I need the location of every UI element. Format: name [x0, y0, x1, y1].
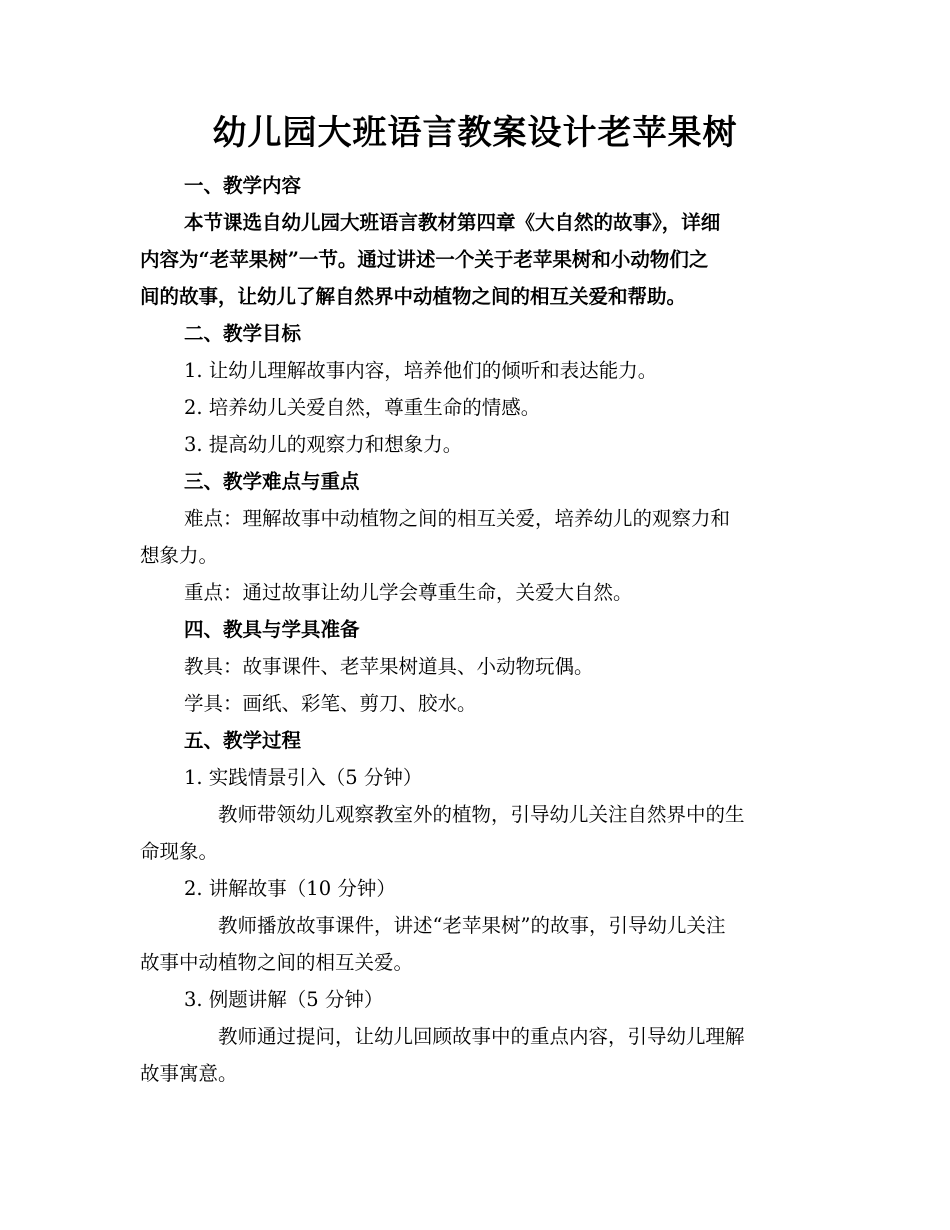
section-heading-goals: 二、教学目标 [184, 322, 302, 345]
goal-item: 1. 让幼儿理解故事内容，培养他们的倾听和表达能力。 [184, 359, 658, 382]
content-paragraph-line-3: 间的故事，让幼儿了解自然界中动植物之间的相互关爱和帮助。 [140, 285, 687, 308]
content-paragraph-line-2: 内容为“老苹果树”一节。通过讲述一个关于老苹果树和小动物们之 [140, 248, 709, 271]
student-materials-line: 学具：画纸、彩笔、剪刀、胶水。 [184, 692, 477, 715]
teacher-materials-line: 教具：故事课件、老苹果树道具、小动物玩偶。 [184, 655, 594, 678]
process-step-text-line-1: 教师播放故事课件，讲述“老苹果树”的故事，引导幼儿关注 [218, 914, 726, 937]
difficulty-line-1: 难点：理解故事中动植物之间的相互关爱，培养幼儿的观察力和 [184, 507, 731, 530]
content-paragraph-line-1: 本节课选自幼儿园大班语言教材第四章《大自然的故事》，详细 [184, 211, 721, 234]
process-step-title: 3. 例题讲解（5 分钟） [184, 988, 384, 1011]
process-step-title: 2. 讲解故事（10 分钟） [184, 877, 396, 900]
difficulty-line-2: 想象力。 [140, 544, 219, 567]
key-point-line: 重点：通过故事让幼儿学会尊重生命，关爱大自然。 [184, 581, 633, 604]
section-heading-content: 一、教学内容 [184, 174, 302, 197]
section-heading-difficulty: 三、教学难点与重点 [184, 470, 360, 493]
goal-item: 3. 提高幼儿的观察力和想象力。 [184, 433, 463, 456]
process-step-text-line-1: 教师带领幼儿观察教室外的植物，引导幼儿关注自然界中的生 [218, 803, 745, 826]
goal-item: 2. 培养幼儿关爱自然，尊重生命的情感。 [184, 396, 541, 419]
process-step-title: 1. 实践情景引入（5 分钟） [184, 766, 423, 789]
process-step-text-line-1: 教师通过提问，让幼儿回顾故事中的重点内容，引导幼儿理解 [218, 1025, 745, 1048]
process-step-text-line-2: 命现象。 [140, 840, 219, 863]
section-heading-materials: 四、教具与学具准备 [184, 618, 360, 641]
process-step-text-line-2: 故事中动植物之间的相互关爱。 [140, 951, 414, 974]
section-heading-process: 五、教学过程 [184, 729, 302, 752]
process-step-text-line-2: 故事寓意。 [140, 1062, 238, 1085]
document-title: 幼儿园大班语言教案设计老苹果树 [212, 113, 738, 153]
